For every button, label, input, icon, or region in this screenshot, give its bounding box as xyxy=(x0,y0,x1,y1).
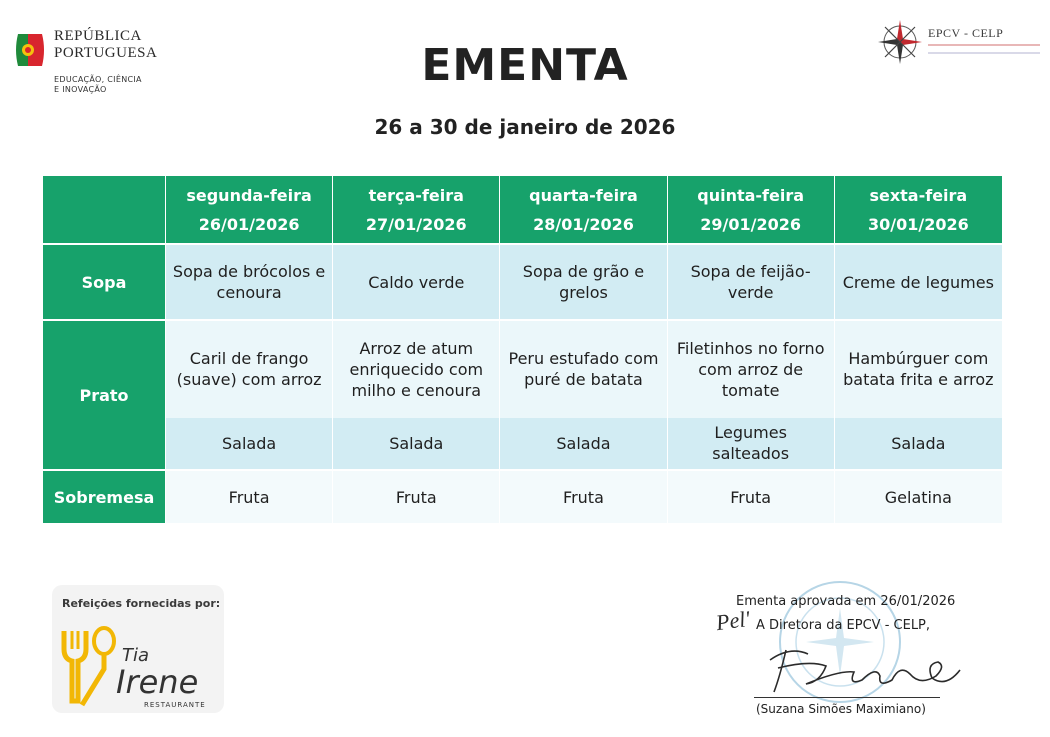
approval-role: A Diretora da EPCV - CELP, xyxy=(756,618,931,633)
menu-table xyxy=(43,176,1002,523)
svg-text:RESTAURANTE: RESTAURANTE xyxy=(144,701,206,709)
gov-ministry-line2: E INOVAÇÃO xyxy=(54,85,107,94)
signature-icon xyxy=(750,636,970,696)
day-date: 26/01/2026 xyxy=(198,214,300,234)
main-dish-row xyxy=(43,319,1002,469)
soup-cell: Sopa de feijão-verde xyxy=(668,245,835,319)
dessert-row xyxy=(43,469,1002,523)
day-date: 28/01/2026 xyxy=(533,214,634,234)
main-dish-column xyxy=(166,321,333,469)
gov-title-line2: PORTUGUESA xyxy=(54,45,158,61)
side-dish-cell: Salada xyxy=(500,418,666,469)
supplier-logo xyxy=(52,585,224,713)
day-name: segunda-feira xyxy=(186,185,312,205)
soup-row xyxy=(43,243,1002,319)
day-name: terça-feira xyxy=(368,185,464,205)
day-name: quinta-feira xyxy=(697,185,805,205)
day-header xyxy=(835,176,1002,243)
restaurant-logo-icon xyxy=(52,609,224,713)
side-dish-cell: Salada xyxy=(333,418,499,469)
day-header xyxy=(500,176,667,243)
main-dish-cell: Arroz de atum enriquecido com milho e cenoura xyxy=(333,321,499,418)
soup-cell: Creme de legumes xyxy=(835,245,1002,319)
school-name: EPCV - CELP xyxy=(928,26,1004,40)
day-header xyxy=(668,176,835,243)
approval-date: Ementa aprovada em 26/01/2026 xyxy=(736,594,956,609)
day-date: 29/01/2026 xyxy=(700,214,802,234)
dessert-cell: Gelatina xyxy=(835,471,1002,523)
svg-text:Irene: Irene xyxy=(116,663,199,701)
main-dish-cell: Caril de frango (suave) com arroz xyxy=(166,321,332,418)
soup-cell: Caldo verde xyxy=(333,245,500,319)
approval-block xyxy=(700,572,1000,722)
signature-line xyxy=(754,697,940,698)
row-label-main-dish: Prato xyxy=(43,321,166,469)
main-dish-column xyxy=(835,321,1002,469)
main-dish-column xyxy=(333,321,500,469)
soup-cell: Sopa de brócolos e cenoura xyxy=(166,245,333,319)
signatory-name: (Suzana Simões Maximiano) xyxy=(756,702,926,716)
side-dish-cell: Salada xyxy=(835,418,1002,469)
main-dish-cell: Peru estufado com puré de batata xyxy=(500,321,666,418)
dessert-cell: Fruta xyxy=(500,471,667,523)
side-dish-cell: Legumes salteados xyxy=(668,418,834,469)
gov-ministry-line1: EDUCAÇÃO, CIÊNCIA xyxy=(54,75,142,84)
day-name: quarta-feira xyxy=(529,185,638,205)
dessert-cell: Fruta xyxy=(668,471,835,523)
page-title: EMENTA xyxy=(421,40,629,91)
row-label-soup: Sopa xyxy=(43,245,166,319)
side-dish-cell: Salada xyxy=(166,418,332,469)
soup-cell: Sopa de grão e grelos xyxy=(500,245,667,319)
svg-text:Tia: Tia xyxy=(122,645,150,666)
main-dish-column xyxy=(668,321,835,469)
day-date: 27/01/2026 xyxy=(365,214,467,234)
dessert-cell: Fruta xyxy=(333,471,500,523)
gov-title-line1: REPÚBLICA xyxy=(54,28,142,44)
supplier-label: Refeições fornecidas por: xyxy=(62,597,221,610)
dessert-cell: Fruta xyxy=(166,471,333,523)
pel-annotation: Pel' xyxy=(714,605,752,636)
main-dish-column xyxy=(500,321,667,469)
day-name: sexta-feira xyxy=(869,185,968,205)
day-date: 30/01/2026 xyxy=(867,214,969,234)
row-label-dessert: Sobremesa xyxy=(43,471,166,523)
main-dish-cell: Hambúrguer com batata frita e arroz xyxy=(835,321,1002,418)
day-header xyxy=(333,176,500,243)
table-header-row xyxy=(43,176,1002,243)
day-header xyxy=(166,176,333,243)
week-range: 26 a 30 de janeiro de 2026 xyxy=(374,115,676,139)
header-corner-cell xyxy=(43,176,166,243)
main-dish-cell: Filetinhos no forno com arroz de tomate xyxy=(668,321,834,418)
